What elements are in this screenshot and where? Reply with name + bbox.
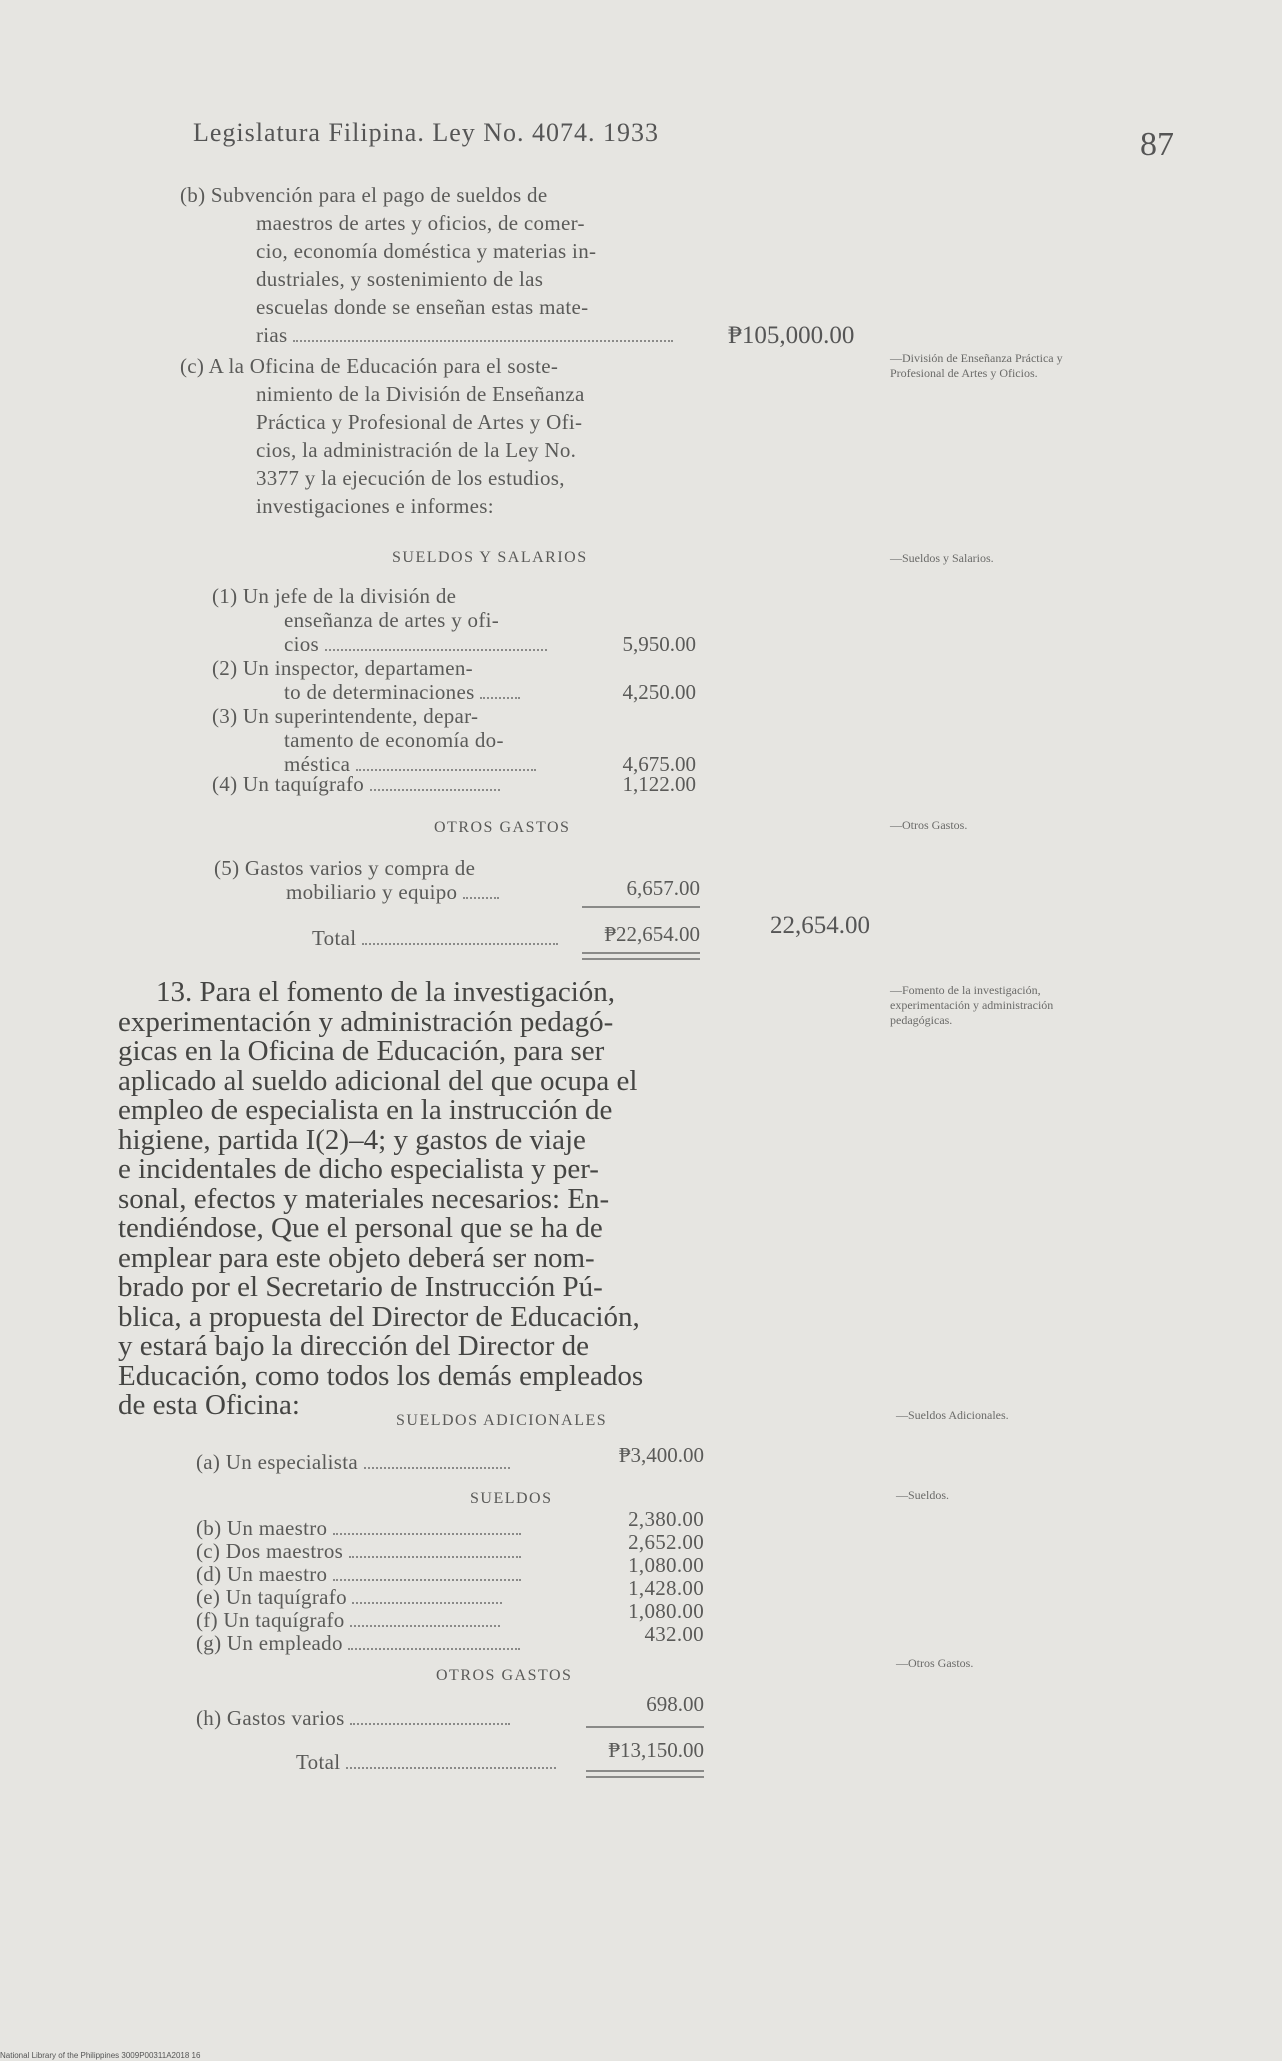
text-line: gicas en la Oficina de Educación, para ser bbox=[118, 1035, 605, 1067]
salary-row: (b) Un maestro bbox=[196, 1517, 521, 1540]
salary-row: (c) Dos maestros bbox=[196, 1540, 521, 1563]
other-expense-h: (h) Gastos varios bbox=[196, 1704, 510, 1732]
text-line: 13. Para el fomento de la investigación, bbox=[156, 976, 616, 1008]
sum-rule bbox=[582, 906, 700, 908]
text-line: Práctica y Profesional de Artes y Ofi- bbox=[256, 410, 583, 434]
salary-amount: 1,428.00 bbox=[628, 1576, 704, 1600]
text-line: aplicado al sueldo adicional del que ocupa el bbox=[118, 1064, 638, 1097]
running-title: Legislatura Filipina. Ley No. 4074. 1933 bbox=[193, 118, 660, 147]
text-line: méstica bbox=[212, 752, 536, 776]
total-double-rule bbox=[582, 952, 700, 960]
other-expense-item-5 bbox=[214, 856, 499, 904]
text-line: (2) Un inspector, departamen- bbox=[212, 656, 473, 680]
salary-row: (e) Un taquígrafo bbox=[196, 1586, 521, 1609]
text-line: (3) Un superintendente, depar- bbox=[212, 704, 479, 728]
text-line: investigaciones e informes: bbox=[256, 494, 494, 518]
salary-item-2 bbox=[212, 656, 520, 704]
text-line: (b) Subvención para el pago de sueldos de bbox=[180, 183, 548, 207]
text-line: enseñanza de artes y ofi- bbox=[284, 608, 500, 632]
text-line: emplear para este objeto deberá ser nom- bbox=[118, 1241, 595, 1274]
additional-salary-a: (a) Un especialista bbox=[196, 1448, 510, 1476]
salary-item-3 bbox=[212, 704, 536, 776]
total-label: Total bbox=[312, 924, 558, 952]
text-line: rias bbox=[180, 321, 673, 349]
salary-item-1 bbox=[212, 584, 547, 656]
heading-sueldos-adicionales: SUELDOS ADICIONALES bbox=[396, 1412, 608, 1429]
heading-sueldos: SUELDOS bbox=[470, 1490, 553, 1507]
salary-item-4 bbox=[212, 772, 500, 796]
sum-rule-2 bbox=[586, 1726, 704, 1728]
margin-note-fomento: —Fomento de la investigación, experimentación y administración pedagógicas. bbox=[890, 983, 1054, 1027]
text-line: dustriales, y sostenimiento de las bbox=[256, 267, 544, 291]
margin-note-sueldos-salarios: —Sueldos y Salarios. bbox=[890, 551, 994, 565]
salary-amount: 2,652.00 bbox=[628, 1530, 704, 1554]
text-line: cio, economía doméstica y materias in- bbox=[256, 239, 597, 263]
text-line: (c) A la Oficina de Educación para el soste- bbox=[180, 354, 559, 378]
text-line: cios, la administración de la Ley No. bbox=[256, 438, 577, 462]
margin-note-division: —División de Enseñanza Práctica y Profesional de Artes y Oficios. bbox=[890, 351, 1063, 380]
salary-row: (f) Un taquígrafo bbox=[196, 1609, 521, 1632]
additional-salary-a-amount: ₱3,400.00 bbox=[618, 1443, 704, 1467]
text-line: (5) Gastos varios y compra de bbox=[214, 856, 476, 880]
text-line: (4) Un taquígrafo bbox=[212, 772, 500, 796]
text-line: sonal, efectos y materiales necesarios: En- bbox=[118, 1182, 610, 1215]
text-line: brado por el Secretario de Instrucción Pú- bbox=[118, 1271, 603, 1303]
margin-note-sueldos-adicionales: —Sueldos Adicionales. bbox=[896, 1408, 1009, 1422]
item-b-amount: ₱105,000.00 bbox=[728, 322, 855, 349]
text-line: nimiento de la División de Enseñanza bbox=[256, 382, 585, 406]
heading-otros-gastos-2: OTROS GASTOS bbox=[436, 1667, 573, 1684]
salary-amount: 432.00 bbox=[644, 1622, 704, 1646]
salary-amount-3: 4,675.00 bbox=[622, 752, 696, 776]
section-13-text bbox=[118, 978, 643, 1421]
text-line: empleo de especialista en la instrucción de bbox=[118, 1094, 613, 1126]
text-line: maestros de artes y oficios, de comer- bbox=[256, 211, 585, 235]
heading-sueldos-salarios: SUELDOS Y SALARIOS bbox=[392, 549, 588, 566]
salary-amount: 2,380.00 bbox=[628, 1507, 704, 1531]
salary-list bbox=[196, 1517, 521, 1655]
text-line: cios bbox=[212, 632, 547, 656]
salary-row: (g) Un empleado bbox=[196, 1632, 521, 1655]
margin-note-sueldos: —Sueldos. bbox=[896, 1488, 950, 1502]
text-line: higiene, partida I(2)–4; y gastos de viaje bbox=[118, 1123, 586, 1156]
carried-total: 22,654.00 bbox=[770, 912, 870, 939]
heading-otros-gastos: OTROS GASTOS bbox=[434, 819, 571, 836]
text-line: blica, a propuesta del Director de Educación, bbox=[118, 1300, 640, 1333]
text-line: to de determinaciones bbox=[212, 680, 520, 704]
text-line: experimentación y administración pedagó- bbox=[118, 1005, 614, 1038]
text-line: escuelas donde se enseñan estas mate- bbox=[256, 295, 589, 319]
salary-amount-2: 4,250.00 bbox=[622, 680, 696, 704]
total-double-rule-2 bbox=[586, 1770, 704, 1778]
item-c-text bbox=[180, 352, 585, 520]
text-line: (1) Un jefe de la división de bbox=[212, 584, 457, 608]
total-amount-2: ₱13,150.00 bbox=[608, 1738, 704, 1762]
salary-amounts bbox=[564, 1508, 704, 1646]
other-expense-amount-5: 6,657.00 bbox=[626, 876, 700, 900]
margin-note-otros-gastos: —Otros Gastos. bbox=[890, 818, 968, 832]
salary-row: (d) Un maestro bbox=[196, 1563, 521, 1586]
text-line: mobiliario y equipo bbox=[214, 880, 499, 904]
salary-amount-4: 1,122.00 bbox=[622, 772, 696, 796]
total-amount: ₱22,654.00 bbox=[604, 922, 700, 946]
text-line: e incidentales de dicho especialista y per- bbox=[118, 1153, 599, 1185]
item-b-text bbox=[180, 181, 673, 349]
text-line: y estará bajo la dirección del Director de bbox=[118, 1330, 590, 1362]
other-expense-h-amount: 698.00 bbox=[646, 1692, 704, 1716]
text-line: Educación, como todos los demás empleados bbox=[118, 1359, 644, 1392]
text-line: tamento de economía do- bbox=[284, 728, 504, 752]
text-line: tendiéndose, Que el personal que se ha de bbox=[118, 1212, 603, 1244]
total-label-2: Total bbox=[296, 1748, 556, 1776]
salary-amount-1: 5,950.00 bbox=[622, 632, 696, 656]
text-line: 3377 y la ejecución de los estudios, bbox=[256, 466, 565, 490]
text-line: de esta Oficina: bbox=[118, 1389, 300, 1421]
page-number: 87 bbox=[1140, 126, 1174, 163]
margin-note-otros-gastos-2: —Otros Gastos. bbox=[896, 1656, 974, 1670]
salary-amount: 1,080.00 bbox=[628, 1599, 704, 1623]
salary-amount: 1,080.00 bbox=[628, 1553, 704, 1577]
library-credit: National Library of the Philippines 3009P00311A2018 16 bbox=[0, 2051, 201, 2060]
